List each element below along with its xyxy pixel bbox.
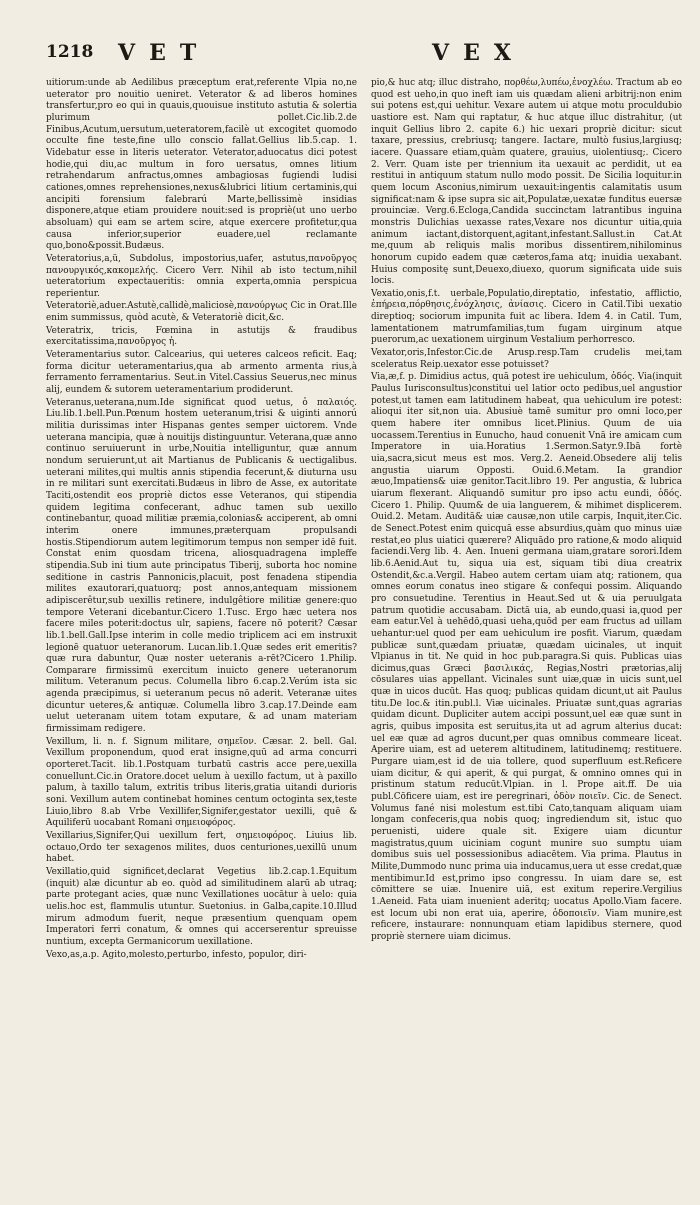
- dictionary-entry: Vexatio,onis,f.t. uerbale,Populatio,direptatio, infestatio, afflictio, ἐπήρεια,πόρθησις,ἐνόχλησις, ἀνίασις. Cicero in Catil.Tibi uexatio direptioq; sociorum impunita fuit ac libera. Idem 4. in Catil. Tum, lamentationem matrumfamilias,tum fugam uirginum atque puerorum,ac uexationem uirginum Vestalium perhorresco.: [371, 288, 682, 346]
- running-head-right: VEX: [432, 40, 525, 66]
- left-column: [46, 78, 357, 962]
- dictionary-entry: Veteratoriè,aduer.Astutè,callidè,maliciosè,πανούργως Cic in Orat.Ille enim summissus, quòd acutè, & Veteratoriè dicit,&c.: [46, 301, 357, 324]
- text-columns: [46, 78, 682, 962]
- dictionary-entry: uitiorum:unde ab Aedilibus præceptum erat,referente Vlpia no,ne ueterator pro nouitio ueniret. Veterator & ad liberos homines transfertur,pro eo qui in quauis,quouisue instituto astutia & solertia plurimum pollet.Cic.lib.2.de Finibus,Acutum,uersutum,ueteratorem,facilè ut excogitet quomodo occulte fine teste,fine ullo conscio fallat.Gellius lib.5.cap. 1. Videbatur esse in literis ueterator. Veterator,aduocatus dici potest hodie,qui diu,ac multum in foro uersatus, omnes litium retrahendarum anfractus,omnes ambagiosas fugiendi ludisi cationes,omnes reprehensiones,nexus&lubrici litium certaminis,qui ancipiti forensium falebrarú Marte,bellissimè insidias disponere,atque etiam prouidere nouit:sed is propriè(ut uno uerbo absoluam) qui eam se artem scire, atque exercere profitetur,qua causa inferior,superior euadere,uel reclamante quo,bono&possit.Budæus.: [46, 78, 357, 252]
- page-number: 1218: [46, 42, 94, 62]
- dictionary-entry: Veteratrix, tricis, Fœmina in astutijs & fraudibus exercitatissima,πανοῦργος ἡ.: [46, 325, 357, 348]
- dictionary-entry: pio,& huc atq; illuc distraho, πορθέω,λυπέω,ἐνοχλέω. Tractum ab eo quod est ueho,in quo ineft iam uis quædam alieni arbitrij:non enim sui potens est,qui uehitur. Vexare autem ui atque motu proculdubio uastiore est. Nam qui raptatur, & huc atque illuc distrahitur, (ut inquit Gellius libro 2. capite 6.) hic uexari propriè dicitur: sicut taxare, pressius, crebriusq; tangere. Iactare, multò fusius,largiusq; iacere. Quassare etiam,quàm quatere, grauius, uiolentiusq;. Cicero 2. Verr. Quam iste per triennium ita uexauit ac perdidit, ut ea restitui in antiquum statum nullo modo possit. De Sicilia loquitur.in quem locum Asconius,nimirum uexauit:ingentis calamitatis usum significat:nam & ipse supra sic ait,Populatæ,uexatæ funditus euersæ prouinciæ. Verg.6.Ecloga,Candida succinctam latrantibus inguina monstris Dulichias uexasse rates,Vexare nos dicuntur uitia,quia animum iactant,distorquent,agitant,infestant.Sallust.in Cat.At me,quum ab reliquis malis moribus dissentirem,nihilominus honorum cupido eadem quæ cæteros,fama atq; inuidia uexabant. Huius compositę sunt,Deuexo,diuexo, quorum significata uide suis locis.: [371, 78, 682, 287]
- running-head-left: VET: [118, 40, 211, 66]
- page-header: [46, 42, 682, 72]
- dictionary-entry: Veteranus,ueterana,num.Ide significat quod uetus, ὁ παλαιός. Liu.lib.1.bell.Pun.Pœnum hostem ueteranum,trisi & uiginti annorú militia durissimas inter Hispanas gentes semper uictorem. Vnde ueterana mancipia, quæ à nouitijs distinguuntur. Veterana,quæ anno continuo seruiuerunt in urbe,Nouitia intelliguntur, quæ annum nondum seruierunt,ut ait Martianus de Publicanis & uectigalibus. ueterani milites,qui multis annis stipendia fecerunt,& diuturna usu in re militari sunt exercitati.Budæus in libro de Asse, ex autoritate Taciti,ostendit eos propriè dictos esse Veteranos, qui stipendia quidem legitima confecerant, adhuc tamen sub uexillo continebantur, quoad militiæ præmia,colonias& acciperent, ab omni interim onere immunes,præterquam propulsandi hostis.Stipendiorum autem legitimorum tempus non semper idē fuit. Constat enim quosdam tricena, aliosquadragena impleffe stipendia.Sub ini tium aute principatus Tiberij, suborta hoc nomine seditione in castris Pannonicis,placuit, post fenadena stipendia milites exautorari,quatuorq; post annos,antequam missionem adipiscerêtur,sub uexillis retinere, indulgêtiore militiæ genere:quo tempore Veterani dicebantur.Cicero 1.Tusc. Ergo hæc uetera nos facere miles poterit:doctus ulr, sapiens, facere nō poterit? Cæsar lib.1.bell.Gall.Ipse interim in colle medio triplicem aci em instruxit legionē quatuor ueteranorum. Lucan.lib.1.Quæ sedes erit emeritis?quæ rura dabuntur, Quæ noster ueteranis a-rēt?Cicero 1.Philip. Comparare firmissimū exercitum inuicto genere ueteranorum militum. Veteranum pecus. Columella libro 6.cap.2.Verúm ista sic agenda præcipimus, si ueteranum pecus nō aderit. Veteranæ uites dicuntur ueteres,& antiquæ. Columella libro 3.cap.17.Deinde eam uelut ueteranam uitem totam exputare, & ad unam materiam firmissimam redigere.: [46, 397, 357, 735]
- dictionary-entry: Veteratorius,a,ü, Subdolus, impostorius,uafer, astutus,πανοῦργος πανουργικός,κακομελής. Cicero Verr. Nihil ab isto tectum,nihil ueteratorium expectaueritis: omnia experta,omnia perspicua reperientur.: [46, 253, 357, 299]
- dictionary-entry: Vexillum, li. n. f. Signum militare, σημεῖον. Cæsar. 2. bell. Gal. Vexillum proponendum, quod erat insigne,quū ad arma concurri oporteret.Tacit. lib.1.Postquam turbatū castris acce pere,uexilla conuellunt.Cic.in Oratore.docet uelum à uexillo factum, ut à paxillo palum, à taxillo talum, extritis tribus literis,gratia uitandi durioris soni. Vexillum autem continebat homines centum octoginta sex,teste Liuio,libro 8.ab Vrbe Vexillifer,Signifer,gestator uexilli, quē & Aquiliferū uocabant Romani σημειοφόρος.: [46, 736, 357, 829]
- right-column: [371, 78, 682, 962]
- dictionary-entry: Vexator,oris,Infestor.Cic.de Arusp.resp.Tam crudelis mei,tam sceleratus Reip.uexator esse potuisset?: [371, 348, 682, 370]
- dictionary-entry: Vexillatio,quid significet,declarat Vegetius lib.2.cap.1.Equitum (inquit) alæ dicuntur ab eo. quòd ad similitudinem alarū ab utraq; parte protegant acies, quæ nunc Vexillationes uocātur à uelo: quia uelis.hoc est, flammulis utuntur. Suetonius. in Galba,capite.10.Illud mirum admodum fuerit, neque præsentium quenquam opem Imperatori ferri conatum, & omnes qui accerserentur spreuisse nuntium, excepta Germanicorum uexillatione.: [46, 866, 357, 947]
- dictionary-entry: Via,æ,f. p. Dimidius actus, quā potest ire uehiculum, ὁδός. Via(inquit Paulus Iurisconsultus)constitui uel latior octo pedibus,uel angustior potest,ut tamen eam latitudinem habeat, qua uehiculum ire potest: alioqui iter sit,non uia. Abusiuè tamē sumitur pro omni loco,per quem habere iter omnibus licet.Plinius. Quum de uia uocassem.Terentius in Eunucho, haud conuenit Vnā ire amicam cum Imperatore in uia.Horatius 1.Sermon.Satyr.9.Ibā fortè uia,sacra,sicut meus est mos. Verg.2. Aeneid.Obsedere alij telis angustia uiarum Opposti. Ouid.6.Metam. Ia grandior æuo,Impatiens& uiæ genitor.Tacit.libro 19. Per angustia, & lubrica uiarum flexerant. Aliquandō sumitur pro ipso actu eundi, ὁδός. Cicero 1. Philip. Quum& de uia languerem, & mihimet displicerem. Ouid.2. Metam. Auditā& uiæ causæ,non utile carpis, Inquit,iter.Cic. de Senect.Potest enim quicquā esse absurdius,quàm quo minus uiæ restat,eo plus uiatici quærere? Aliquādo pro ratione,& modo aliquid faciendi.Verg lib. 4. Aen. Inueni germana uiam,gratare sorori.Idem lib.6.Aenid.Aut tu, siqua uia est, siquam tibi diua creatrix Ostendit,&c.a.Vergil. Habeo autem certam uiam atq; rationem, qua omnes eorum conatus ineo stigare & confequi possim. Aliquando pro consuetudine. Terentius in Heaut.Sed ut & uia peruulgata patrum quotidie accusabam. Dictā uia, ab eundo,quasi ia,quod per eam eatur.Vel à uehēdō,quasi ueha,quōd per eam fructus ad uillam uehantur:uel quod per eam uehiculum ire posfit. Viarum, quædam publicæ sunt,quædam priuatæ, quædam uicinales, ut inquit Vlpianus in tit. Ne quid in hoc pub.paragra.Si quis. Publicas uias dicimus,quas Græci βασιλικάς, Regias,Nostri prætorias,alij cōsulares uias appellant. Vicinales sunt uiæ,quæ in uicis sunt,uel quæ in uicos ducūt. Has quoq; publicas quidam dicunt,ut ait Paulus titu.De loc.& itin.publ.l. Viæ uicinales. Priuatæ sunt,quas agrarias quidam dicunt. Dupliciter autem accipi possunt,uel eæ quæ sunt in agris, quibus imposita est seruitus,ita ut ad agrum alterius ducat: uel eæ quæ ad agros ducunt,per quas omnibus commeare liceat. Aperire uiam, est ad ueterem altitudinem, latitudinemq; restituere. Purgare uiam,est id de uia tollere, quod superfluum est.Reficere uiam dicitur, & qui aperit, & qui purgat, & omnino omnes qui in pristinum statum reducūt.Vlpian. in l. Prope ait.ff. De uia publ.Cōficere uiam, est ire peregrinari, ὁδὸν ποιεῖν. Cic. de Senect. Volumus fané nisi molestum est.tibi Cato,tanquam aliquam uiam longam confeceris,qua nobis quoq; ingrediendum sit, istuc quo peruenisti, uidere quale sit. Exigere uiam dicuntur magistratus,quum uiciniam cogunt munire suo sumptu uiam domibus suis uel possessionibus adiacētem. Via prima. Plautus in Milite,Dummodo nunc prima uia inducamus,uera ut esse credat,quæ mentibimur.Id est,primo ipso congressu. In uiam dare se, est cōmittere se uiæ. Inuenire uiā, est exitum reperire.Vergilius 1.Aeneid. Fata uiam inuenient aderitq; uocatus Apollo.Viam facere. est locum ubi non erat uia, aperire, ὁδοποιεῖν. Viam munire,est reficere, instaurare: nonnunquam etiam lapidibus sternere, quod propriè sternere uiam dicimus.: [371, 372, 682, 942]
- dictionary-entry: Veteramentarius sutor. Calcearius, qui ueteres calceos reficit. Eaq; forma dicitur ueteramentarius,qua ab armento armenta rius,à ferramento ferramentarius. Seut.in Vitel.Cassius Seuerus,nec minus alij, eundem & sutorem ueteramentarium prodiderunt.: [46, 350, 357, 396]
- dictionary-entry: Vexillarius,Signifer,Qui uexillum fert, σημειοφόρος. Liuius lib. octauo,Ordo ter sexagenos milites, duos centuriones,uexillū unum habet.: [46, 831, 357, 865]
- dictionary-entry: Vexo,as,a.p. Agito,molesto,perturbo, infesto, populor, diri-: [46, 949, 307, 960]
